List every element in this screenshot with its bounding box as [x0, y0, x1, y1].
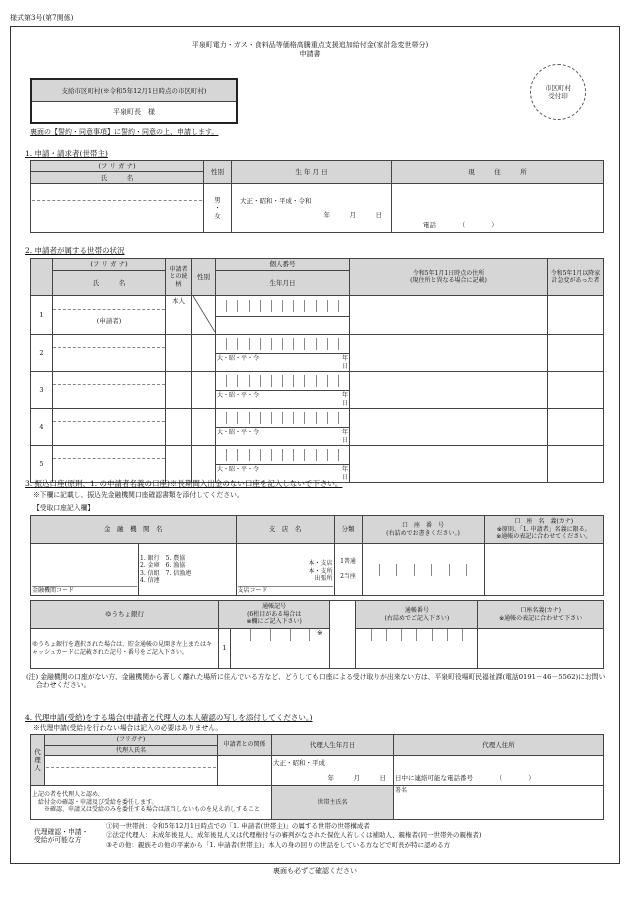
applicant-table — [30, 160, 604, 233]
sex-header: 性別 — [204, 161, 232, 184]
caution-note: (注) 金融機関の口座がない方、金融機関から著しく離れた場所に住んでいる方など、どうしても口座による受け取りが出来ない方は、平泉町役場町民福祉課(電話0191－46－5562)にお問い合わせください。 — [26, 673, 606, 690]
agent-address-field[interactable] — [394, 756, 604, 786]
member-era-options: 大・昭・平・令 — [217, 392, 260, 400]
ymd-label: 年 月 日 — [323, 211, 382, 220]
passbook-field[interactable] — [356, 629, 478, 669]
hh-change-header: 令和5年1月以降家計急変があった者 — [548, 259, 604, 296]
member-address-field[interactable] — [350, 372, 548, 409]
hh-furigana-header: (フ リ ガ ナ) — [53, 259, 166, 271]
member-change-field[interactable] — [548, 335, 604, 372]
passbook-header: 通帳番号 (右詰めでご記入下さい) — [356, 601, 478, 629]
member-dob-field[interactable] — [216, 316, 350, 334]
member-change-field[interactable] — [548, 409, 604, 446]
hh-dob-header: 生年月日 — [216, 271, 350, 296]
municipality-label: 支給市区町村(※令和5年12月1日時点の市区町村) — [32, 80, 236, 102]
slash-mark — [193, 296, 215, 332]
row-number: 1 — [31, 296, 53, 335]
acct-name-header: 口 座 名 義(カナ) ※原則、「1. 申請者」名義に限る。 ※通帳の表記に合わせてください。 — [484, 516, 604, 544]
municipality-box — [30, 78, 238, 124]
yucho-header: ゆうちょ銀行 — [31, 601, 219, 629]
household-table — [30, 258, 604, 483]
applicant-name-field[interactable] — [31, 184, 204, 233]
member-dob-field[interactable] — [216, 391, 350, 409]
bank-type-options: 1. 銀行 5. 農協 2. 金庫 6. 漁協 3. 信組 7. 信漁連 4. 信連 — [139, 544, 237, 596]
era-options: 大正・昭和・平成・令和 — [240, 197, 312, 205]
member-era-options: 大・昭・平・令 — [217, 429, 260, 437]
household-row — [31, 409, 604, 428]
reception-stamp-area — [530, 64, 586, 120]
year-label: 年 — [341, 466, 348, 474]
household-row — [31, 372, 604, 391]
year-label: 年 — [341, 392, 348, 400]
section-4-note: ※代理申請(受給)を行わない場合は記入の必要はありません。 — [33, 724, 223, 732]
member-address-field[interactable] — [350, 446, 548, 483]
member-sex-field[interactable] — [192, 372, 216, 409]
account-type-options[interactable]: 1普通 2当座 — [334, 544, 362, 596]
section-4-heading: 4. 代理申請(受給)をする場合(申請者と代理人の本人確認の写しを添付してください。) — [25, 713, 313, 722]
furigana-header: (フ リ ガ ナ) — [31, 161, 204, 172]
member-change-field[interactable] — [548, 446, 604, 483]
householder-header: 世帯主氏名 — [272, 786, 394, 820]
member-change-field[interactable] — [548, 296, 604, 335]
yucho-name-header: 口座名義(カナ) ※通帳の表記に合わせて下さい — [478, 601, 604, 629]
symbol-star: ※ — [317, 629, 323, 637]
day-label: 日 — [341, 436, 348, 444]
branch-type-options: 本・支店 本・支所 出張所 — [308, 560, 333, 582]
bank-name-header: 金 融 機 関 名 — [31, 516, 237, 544]
member-sex-field[interactable] — [192, 335, 216, 372]
branch-field[interactable] — [236, 544, 334, 596]
symbol-header: 通帳記号 (6桁目がある場合は ※欄にご記入下さい) — [219, 601, 330, 629]
member-sex-field[interactable] — [192, 409, 216, 446]
symbol-prefix: 1 — [219, 629, 231, 669]
title-line-2: 申請書 — [299, 49, 321, 58]
member-relation-field[interactable] — [166, 409, 192, 446]
stamp-label-2: 受付印 — [548, 92, 568, 100]
agent-name-header: 代理人氏名 — [45, 745, 218, 756]
stamp-label-1: 市区町村 — [545, 83, 571, 92]
year-label: 年 — [341, 429, 348, 437]
applicant-address-field[interactable] — [392, 184, 604, 233]
row-number: 2 — [31, 335, 53, 372]
agent-address-header: 代理人住所 — [394, 735, 604, 756]
section-3-heading: 3. 振込口座(原則、1. の申請者名義の口座)※長期間入出金のない口座を記入しないで下さい。 — [25, 479, 343, 488]
applicant-sex-field[interactable]: 男 ・ 女 — [204, 184, 232, 233]
member-address-field[interactable] — [350, 296, 548, 335]
day-label: 日 — [341, 473, 348, 481]
phone-label: 電話 （ ） — [423, 221, 498, 229]
row-number: 5 — [31, 446, 53, 483]
member-name-field[interactable] — [53, 335, 166, 372]
agent-dob-field[interactable] — [272, 756, 394, 786]
member-relation-field[interactable] — [166, 335, 192, 372]
eligible-conditions: ①同一世帯員：令和5年12月1日時点での「1. 申請者(世帯主)」の属する世帯の世帯構成者 ②法定代理人：未成年後見人、成年後見人又は代理権付与の審判がなされた保佐人若しくは補助人、親権者(同一世帯外の親権者) ③その他：親族その他の平素から「1. 申請者(世帯主)」本人の身の回りの世話をしている方などで町長が特に認める方 — [106, 822, 482, 849]
footer-note: 裏面も必ずご確認ください — [273, 867, 357, 875]
household-row — [31, 446, 604, 465]
mayor-addressee: 平泉町長 様 — [113, 108, 155, 116]
member-name-field[interactable] — [53, 372, 166, 409]
row-number: 4 — [31, 409, 53, 446]
agent-side-label: 代理人 — [31, 735, 45, 786]
address-header: 現 住 所 — [392, 161, 604, 184]
section-3-note: ※下欄に記載し、振込先金融機関口座確認書類を添付してください。 — [33, 491, 244, 499]
branch-header: 支 店 名 — [236, 516, 334, 544]
eligible-label: 代理確認・申請・ 受給が可能な方 — [34, 828, 89, 845]
symbol-field[interactable] — [231, 629, 330, 669]
acct-no-header: 口 座 番 号 (右詰めでお書きください。) — [362, 516, 484, 544]
agent-furigana-header: (フリガナ) — [45, 735, 218, 746]
account-number-field[interactable] — [362, 544, 484, 596]
agent-ymd-label: 年 月 日 — [327, 773, 386, 782]
member-address-field[interactable] — [350, 409, 548, 446]
day-label: 日 — [341, 362, 348, 370]
branch-code-label: 支店コード — [238, 586, 333, 595]
yucho-holder-field[interactable] — [478, 629, 604, 669]
bank-account-table — [30, 515, 604, 596]
signature-label: 署名 — [395, 787, 408, 794]
member-dob-field[interactable] — [216, 354, 350, 372]
bank-name-field[interactable] — [31, 544, 139, 596]
member-mynumber-field[interactable] — [216, 372, 350, 391]
agent-name-field[interactable] — [45, 756, 218, 786]
member-era-options: 大・昭・平・令 — [217, 355, 260, 363]
agent-relation-header: 申請者との関係 — [218, 735, 272, 756]
applicant-marker: (申請者) — [96, 317, 122, 326]
agent-phone-label: 日中に連絡可能な電話番号 （ ） — [395, 773, 535, 782]
member-mynumber-field[interactable] — [216, 335, 350, 354]
type-header: 分類 — [334, 516, 362, 544]
member-change-field[interactable] — [548, 372, 604, 409]
delegation-text: 上記の者を代理人と認め、 給付金の確認・申請及び受給を委任します。 ※確認、申請又は受給のみを委任する場合は該当しないものを見え消しすること — [31, 786, 272, 820]
household-row — [31, 335, 604, 354]
title-line-1: 平泉町電力・ガス・食料品等価格高騰重点支援追加給付金(家計急変世帯分) — [191, 41, 429, 49]
yucho-table — [30, 600, 604, 669]
day-label: 日 — [341, 399, 348, 407]
hh-relation-header: 申請者との続柄 — [166, 259, 192, 296]
member-relation-field[interactable] — [166, 372, 192, 409]
bank-code-label: 金融機関コード — [32, 586, 137, 595]
pledge-text: 裏面の【誓約・同意事項】に誓約・同意の上、申請します。 — [30, 128, 219, 136]
member-address-field[interactable] — [350, 335, 548, 372]
member-name-field[interactable] — [53, 296, 166, 335]
hh-mynumber-header: 個人番号 — [216, 259, 350, 271]
year-label: 年 — [341, 355, 348, 363]
agent-dob-header: 代理人生年月日 — [272, 735, 394, 756]
member-sex-field-slashed — [192, 296, 216, 335]
hh-name-header: 氏 名 — [53, 271, 166, 296]
agent-era-options: 大正・昭和・平成 — [273, 759, 325, 768]
agent-relation-field[interactable] — [218, 756, 272, 786]
section-2-heading: 2. 申請者が属する世帯の状況 — [25, 246, 125, 255]
member-mynumber-field[interactable] — [216, 409, 350, 428]
form-title — [100, 41, 520, 59]
name-header: 氏 名 — [31, 172, 204, 184]
form-number: 様式第3号(第7関係) — [10, 14, 74, 22]
member-dob-field[interactable] — [216, 428, 350, 446]
member-name-field[interactable] — [53, 446, 166, 483]
account-box-title: 【受取口座記入欄】 — [33, 504, 95, 512]
hh-sex-header: 性別 — [192, 259, 216, 296]
applicant-dob-field[interactable] — [232, 184, 392, 233]
divider-cell — [330, 601, 356, 669]
member-relation-field[interactable] — [166, 446, 192, 483]
household-row — [31, 296, 604, 317]
dob-header: 生 年 月 日 — [232, 161, 392, 184]
member-era-options: 大・昭・平・令 — [217, 466, 260, 474]
agent-table — [30, 734, 604, 820]
yucho-note: ゆうちょ銀行を選択された場合は、貯金通帳の見開き左上またはキャッシュカードに記載された記号・番号をご記入下さい。 — [31, 629, 219, 669]
member-mynumber-field[interactable] — [216, 296, 350, 317]
section-1-heading: 1. 申請・請求者(世帯主) — [25, 149, 108, 158]
member-sex-field[interactable] — [192, 446, 216, 483]
member-relation-field[interactable]: 本人 — [166, 296, 192, 335]
member-name-field[interactable] — [53, 409, 166, 446]
account-holder-field[interactable] — [484, 544, 604, 596]
member-mynumber-field[interactable] — [216, 446, 350, 465]
householder-signature-field[interactable] — [394, 786, 604, 820]
hh-address-header: 令和5年1月1日時点の住所 (現住所と異なる場合に記載) — [350, 259, 548, 296]
row-number: 3 — [31, 372, 53, 409]
